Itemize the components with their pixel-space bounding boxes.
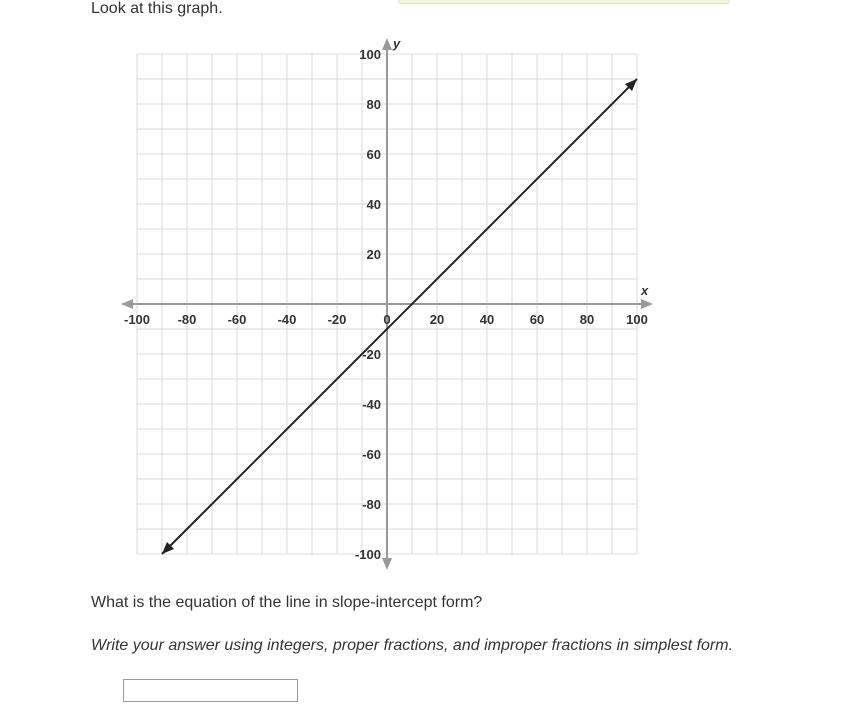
x-tick-label: -40 xyxy=(277,312,297,327)
y-axis-bottom-arrow xyxy=(382,558,392,570)
x-axis-left-arrow xyxy=(121,299,133,309)
y-axis-top-arrow xyxy=(382,38,392,50)
x-tick-label: 60 xyxy=(529,312,545,327)
y-tick-label: 100 xyxy=(359,47,381,62)
x-tick-label: -20 xyxy=(327,312,347,327)
x-tick-label: 40 xyxy=(479,312,495,327)
y-tick-label: 60 xyxy=(366,147,381,162)
y-tick-label: 20 xyxy=(366,247,381,262)
axes xyxy=(121,38,653,570)
x-tick-label: -80 xyxy=(177,312,197,327)
instruction-text: Write your answer using integers, proper fractions, and improper fractions in simplest form. xyxy=(91,637,734,654)
question-text: What is the equation of the line in slope-intercept form? xyxy=(91,594,483,611)
x-tick-label: -60 xyxy=(227,312,247,327)
x-tick-label: 100 xyxy=(626,312,648,327)
y-tick-label: -20 xyxy=(362,347,381,362)
x-axis-right-arrow xyxy=(641,299,653,309)
y-tick-label: 80 xyxy=(366,97,381,112)
y-tick-label: -60 xyxy=(362,447,381,462)
prompt-text: Look at this graph. xyxy=(91,0,223,17)
x-axis-label: x xyxy=(641,283,649,298)
y-tick-label: -40 xyxy=(362,397,381,412)
y-tick-label: -100 xyxy=(354,547,381,562)
x-tick-label: 20 xyxy=(429,312,445,327)
answer-input[interactable] xyxy=(123,679,298,702)
x-tick-label: -100 xyxy=(123,312,151,327)
y-tick-label: -80 xyxy=(362,497,381,512)
x-tick-label: 80 xyxy=(579,312,595,327)
y-axis-label: y xyxy=(393,36,401,51)
y-tick-label: 40 xyxy=(366,197,381,212)
x-tick-label: 0 xyxy=(383,312,391,327)
